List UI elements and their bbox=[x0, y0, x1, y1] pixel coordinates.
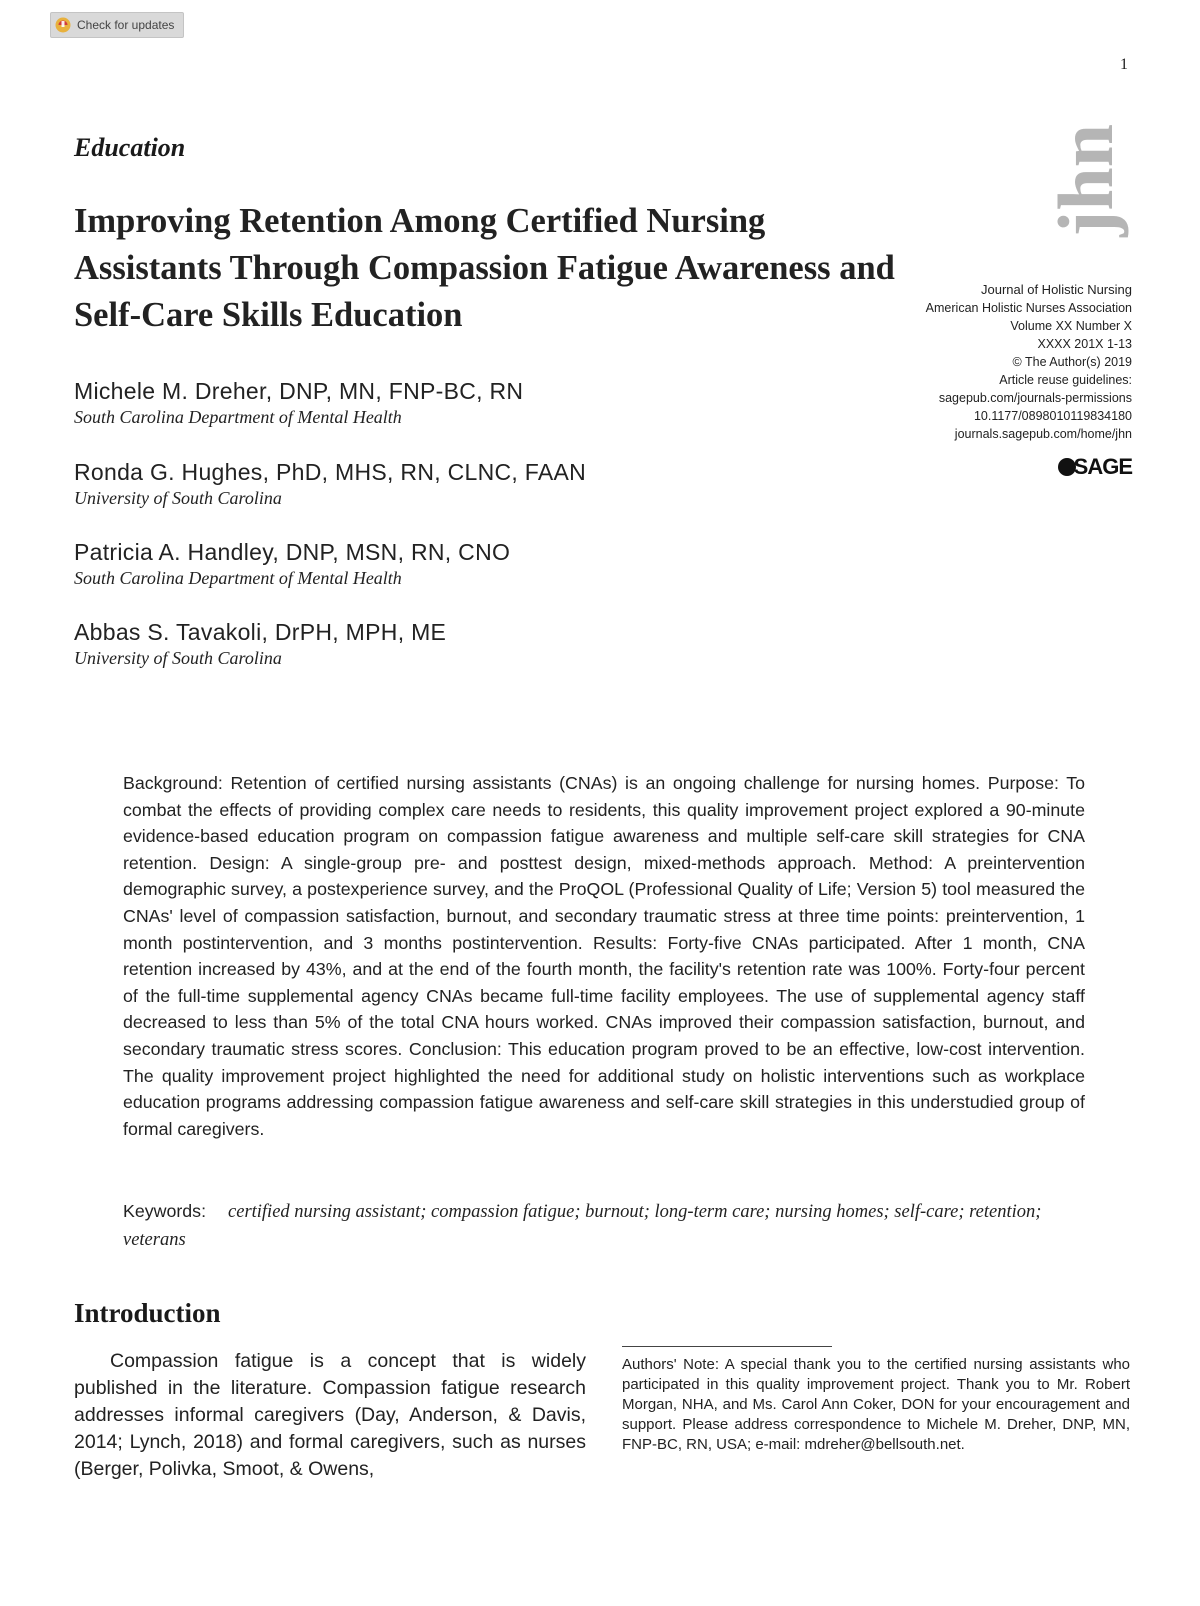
article-title: Improving Retention Among Certified Nursing Assistants Through Compassion Fatigue Awareness and Self-Care Skills Education bbox=[74, 202, 895, 334]
authors-note-label: Authors' Note: bbox=[622, 1356, 719, 1373]
keywords-label: Keywords: bbox=[123, 1201, 207, 1221]
abstract-background-label: Background: bbox=[123, 773, 223, 793]
author-name: Patricia A. Handley, DNP, MSN, RN, CNO bbox=[74, 539, 511, 565]
introduction-text: Compassion fatigue is a concept that is widely published in the literature. Compassion fatigue research addresses informal caregivers (Day, Anderson, & Davis, 2014; Lynch, 2018) and formal caregivers, such as nurses (Berger, Polivka, Smoot, & Owens, bbox=[74, 1350, 586, 1480]
abstract-purpose-label: Purpose: bbox=[987, 773, 1059, 793]
journal-logo: jhn bbox=[1042, 124, 1129, 237]
page-number: 1 bbox=[1120, 56, 1128, 73]
abstract-results-label: Results: bbox=[592, 932, 658, 953]
author-block bbox=[74, 377, 523, 429]
abstract-method-label: Method: bbox=[868, 852, 934, 873]
abstract bbox=[123, 770, 1085, 1142]
introduction-heading: Introduction bbox=[74, 1298, 221, 1328]
check-for-updates-label: Check for updates bbox=[77, 18, 175, 32]
author-block bbox=[74, 458, 586, 510]
journal-info bbox=[872, 281, 1132, 443]
author-block bbox=[74, 618, 446, 670]
abstract-results: Forty-five CNAs participated. After 1 month, CNA retention increased by 43%, and at the end of the fourth month, the facility's retention rate was 100%. Forty-four percent of the full-time supplemental agency CNAs became full-time facility employees. The use of supplemental agency staff decreased to less than 5% of the total CNA hours worked. CNAs improved their compassion satisfaction, burnout, and secondary traumatic stress scores. bbox=[123, 932, 1085, 1059]
author-affiliation: South Carolina Department of Mental Health bbox=[74, 407, 402, 427]
journal-doi[interactable]: 10.1177/0898010119834180 bbox=[973, 409, 1132, 423]
abstract-conclusion-label: Conclusion: bbox=[408, 1038, 502, 1059]
abstract-purpose: To combat the effects of providing complex care needs to residents, this quality improvement project explored a 90-minute evidence-based education program on compassion fatigue awareness and multiple self-care skill strategies for CNA retention. bbox=[123, 773, 1085, 873]
authors-note-text: A special thank you to the certified nursing assistants who participated in this quality improvement project. Thank you to Mr. Robert Morgan, NHA, and Ms. Carol Ann Coker, DON for your encouragement and support. Please address correspondence to Michele M. Dreher, DNP, MN, FNP-BC, RN, USA; e-mail: mdreher@bellsouth.net. bbox=[622, 1356, 1131, 1453]
journal-name: Journal of Holistic Nursing bbox=[980, 282, 1132, 297]
keywords-list: certified nursing assistant; compassion fatigue; burnout; long-term care; nursing homes; self-care; retention; veterans bbox=[123, 1202, 1042, 1250]
section-label: Education bbox=[74, 133, 186, 162]
abstract-design: A single-group pre- and posttest design, mixed-methods approach. bbox=[280, 852, 857, 873]
journal-home-link[interactable]: journals.sagepub.com/home/jhn bbox=[954, 427, 1132, 441]
abstract-method: A preintervention demographic survey, a postexperience survey, and the ProQOL (Professional Quality of Life; Version 5) tool measured the CNAs' level of compassion satisfaction, burnout, and secondary traumatic stress at three time points: preintervention, 1 month postintervention, and 3 months postintervention. bbox=[123, 852, 1086, 953]
sage-logo bbox=[1058, 456, 1132, 478]
sage-logo-text: SAGE bbox=[1073, 454, 1132, 479]
journal-reuse-label: Article reuse guidelines: bbox=[999, 373, 1132, 387]
journal-association: American Holistic Nurses Association bbox=[925, 301, 1132, 315]
journal-pages: XXXX 201X 1-13 bbox=[1037, 337, 1132, 351]
keywords bbox=[123, 1198, 1085, 1253]
author-block bbox=[74, 538, 510, 590]
author-affiliation: University of South Carolina bbox=[74, 488, 282, 508]
abstract-conclusion: This education program proved to be an effective, low-cost intervention. The quality improvement project highlighted the need for additional study on holistic interventions such as workplace education programs addressing compassion fatigue awareness and self-care skill strategies in this understudied group of formal caregivers. bbox=[123, 1038, 1085, 1139]
journal-copyright: © The Author(s) 2019 bbox=[1012, 355, 1132, 369]
author-name: Michele M. Dreher, DNP, MN, FNP-BC, RN bbox=[74, 378, 524, 404]
footnote-divider bbox=[622, 1346, 832, 1347]
journal-permissions-link[interactable]: sagepub.com/journals-permissions bbox=[938, 391, 1132, 405]
authors-note bbox=[622, 1355, 1130, 1455]
author-affiliation: South Carolina Department of Mental Health bbox=[74, 568, 402, 588]
journal-volume: Volume XX Number X bbox=[1010, 319, 1132, 333]
abstract-design-label: Design: bbox=[209, 852, 270, 873]
author-name: Abbas S. Tavakoli, DrPH, MPH, ME bbox=[74, 619, 447, 645]
crossmark-icon bbox=[55, 17, 71, 33]
abstract-background: Retention of certified nursing assistants (CNAs) is an ongoing challenge for nursing homes. bbox=[230, 773, 981, 793]
author-affiliation: University of South Carolina bbox=[74, 648, 282, 668]
author-name: Ronda G. Hughes, PhD, MHS, RN, CLNC, FAAN bbox=[74, 459, 587, 485]
check-for-updates-button[interactable] bbox=[50, 12, 184, 38]
